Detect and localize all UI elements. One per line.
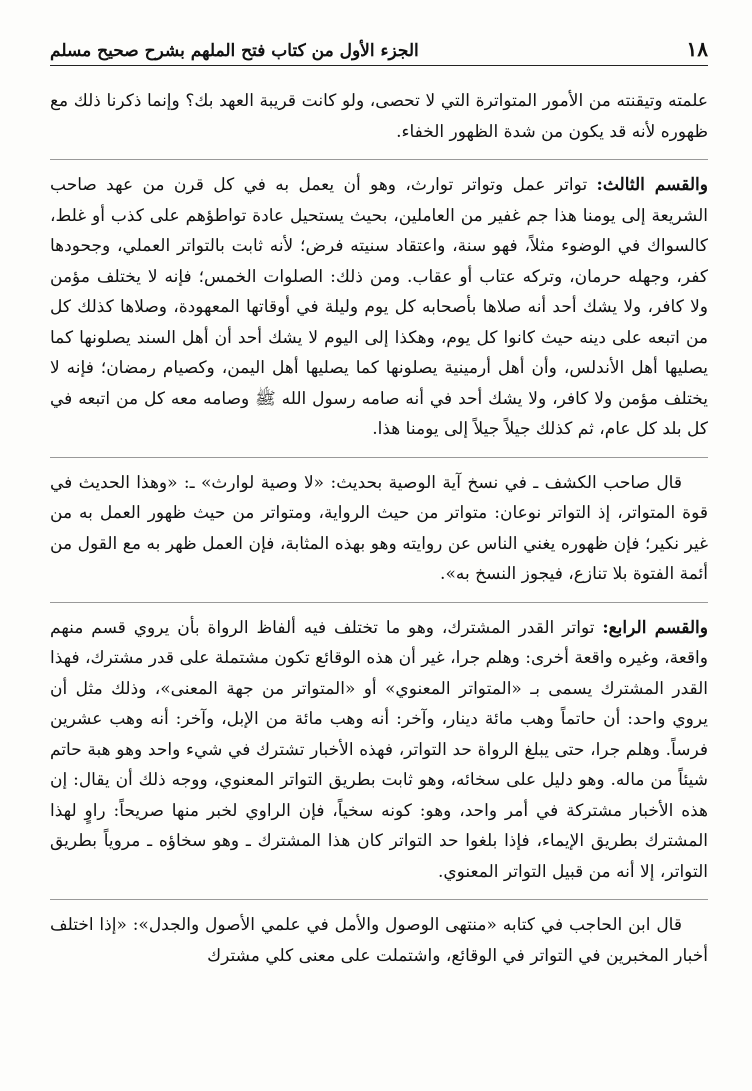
paragraph-text: تواتر القدر المشترك، وهو ما تختلف فيه ألفاظ الرواة بأن يروي قسم منهم واقعة، وغيره واقعة أخرى: وهلم جرا، غير أن هذه الوقائع تكون مشتملة على قدر مشترك، فهذا القدر المشترك يسمى بـ «المتواتر المعنوي» أو «المتواتر من جهة المعنى»، وذلك مثل أن يروي واحد: أن حاتماً وهب مائة دينار، وآخر: أنه وهب مائة من الإبل، وآخر: أنه وهب عشرين فرساً. وهلم جرا، حتى يبلغ الرواة حد التواتر، فهذه الأخبار تشترك في شيء واحد وهو هبة حاتم شيئاً من ماله. وهو دليل على سخائه، وهو ثابت بطريق التواتر المعنوي، ووجه ذلك أن يقال: إن هذه الأخبار مشتركة في أمر واحد، وهو: كونه سخياً، فإن الراوي لخبر منها صريحاً: راوٍ لهذا المشترك بطريق الإيماء، فإذا بلغوا حد التواتر كان هذا المشترك ـ وهو سخاؤه ـ مروياً بطريق التواتر، إلا أنه من قبيل التواتر المعنوي. bbox=[50, 617, 708, 882]
paragraph-text: قال ابن الحاجب في كتابه «منتهى الوصول والأمل في علمي الأصول والجدل»: «إذا اختلف أخبار المخبرين في التواتر في الوقائع، واشتملت على معنى كلي مشترك bbox=[50, 915, 708, 966]
page-number: ١٨ bbox=[686, 37, 708, 61]
paragraph-text: قال صاحب الكشف ـ في نسخ آية الوصية بحديث: «لا وصية لوارث» ـ: «وهذا الحديث في قوة المتواتر، إذ التواتر نوعان: متواتر من حيث الرواية، ومتواتر من حيث ظهور العمل به من غير نكير؛ فإن ظهوره يغني الناس عن روايته وهو بهذه المثابة، فإن العمل ظهر به مع القول من أئمة الفتوة بلا تنازع، فيجوز النسخ به». bbox=[50, 472, 708, 584]
paragraph-kashf-quote bbox=[50, 468, 708, 590]
section-divider bbox=[50, 899, 708, 900]
main-text bbox=[50, 86, 708, 971]
paragraph-text: علمته وتيقنته من الأمور المتواترة التي لا تحصى، ولو كانت قريبة العهد بك؟ وإنما ذكرنا ذلك مع ظهوره لأنه قد يكون من شدة الظهور الخفاء. bbox=[50, 91, 708, 142]
paragraph-text: تواتر عمل وتواتر توارث، وهو أن يعمل به في كل قرن من عهد صاحب الشريعة إلى يومنا هذا جم غفير من العاملين، بحيث يستحيل عادة تواطؤهم على كذب أو غلط، كالسواك في الوضوء مثلاً، فهو سنة، واعتقاد سنيته فرض؛ لأنه ثابت بالتواتر العملي، وجحودها كفر، وجهله حرمان، وتركه عتاب أو عقاب. ومن ذلك: الصلوات الخمس؛ فإنه لا يختلف مؤمن ولا كافر، ولا يشك أحد أنه صلاها بأصحابه كل يوم وليلة في أوقاتها المعهودة، وصلاها كذلك كل من اتبعه على دينه حيث كانوا كل يوم، وهكذا إلى اليوم لا يشك أحد أن أهل السند يصلونها كما يصليها أهل الأندلس، وأن أهل أرمينية يصلونها كما يصليها أهل اليمن، وكصيام رمضان؛ فإنه لا يختلف مؤمن ولا كافر، ولا يشك أحد في أنه صامه رسول الله ﷺ وصامه معه كل من اتبعه في كل بلد كل عام، ثم كذلك جيلاً جيلاً إلى يومنا هذا. bbox=[50, 175, 708, 439]
section-heading: والقسم الرابع: bbox=[602, 617, 708, 638]
section-divider bbox=[50, 457, 708, 458]
section-divider bbox=[50, 602, 708, 603]
paragraph-ibn-hajib-quote bbox=[50, 910, 708, 971]
running-title: الجزء الأول من كتاب فتح الملهم بشرح صحيح مسلم bbox=[50, 41, 419, 61]
section-divider bbox=[50, 159, 708, 160]
section-heading: والقسم الثالث: bbox=[596, 175, 708, 195]
paragraph-1 bbox=[50, 86, 708, 147]
running-header bbox=[50, 0, 708, 66]
paragraph-section-3 bbox=[50, 170, 708, 445]
paragraph-section-4 bbox=[50, 613, 708, 888]
